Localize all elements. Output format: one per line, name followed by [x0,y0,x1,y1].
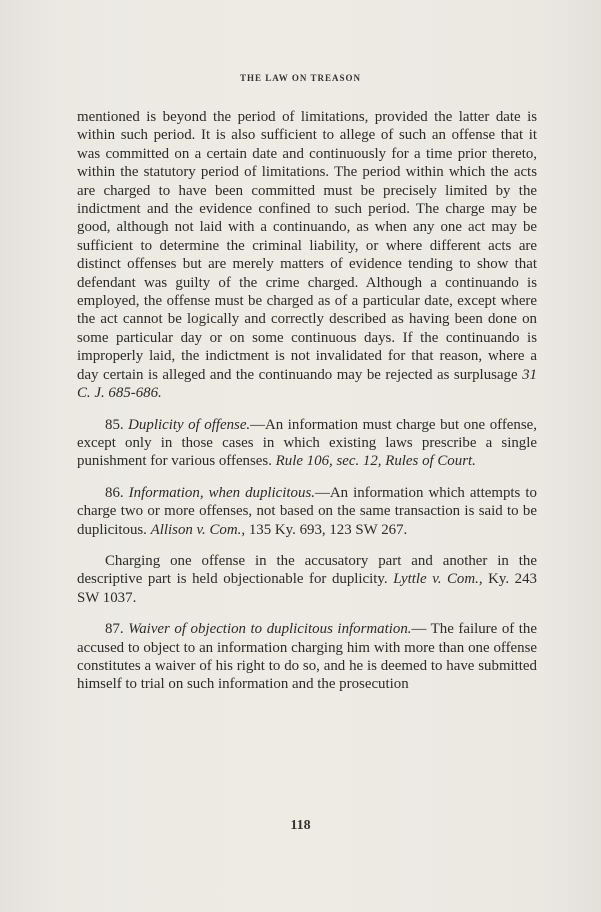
paragraph-text: Charging one offense in the accusatory part and another in the descriptive part is held objectionable for duplicity. [77,552,537,588]
section-heading: Duplicity of offense. [128,416,251,433]
citation: 31 C. J. 685-686. [77,366,537,402]
section-86 [77,484,537,539]
section-number: 87. [105,621,124,638]
section-heading: Information, when duplicitous. [128,484,315,501]
citation: Rule 106, sec. 12, Rules of Court. [275,453,476,470]
running-head: THE LAW ON TREASON [240,73,361,83]
paragraph-text: —An information which attempts to charge two or more offenses, not based on the same transaction is said to be duplicitous. [77,484,537,538]
page-number: 118 [290,818,311,833]
section-heading: Waiver of objection to duplicitous information. [128,621,412,638]
citation-case-name: Lyttle v. Com., [393,571,483,588]
paragraph-text: — The failure of the accused to object to an information charging him with more than one offense constitutes a waiver of his right to do so, and he is deemed to have submitted himself to trial on such information and the prosecution [77,621,537,693]
paragraph-duplicity-note [77,552,537,607]
section-number: 86. [105,484,124,501]
section-number: 85. [105,416,124,433]
body-text [77,108,537,694]
paragraph-text: —An information must charge but one offense, except only in those cases in which existing laws prescribe a single punishment for various offenses. [77,416,537,470]
section-87 [77,620,537,694]
citation-reporter: 135 Ky. 693, 123 SW 267. [248,521,408,538]
paragraph-text: mentioned is beyond the period of limitations, provided the latter date is within such period. It is also sufficient to allege of such an offense that it was committed on a certain date and continuously for a time prior thereto, within the statutory period of limitations. The period within which the acts are charged to have been committed must be precisely limited by the indictment and the evidence confined to such period. The charge may be good, although not laid with a continuando, as when any one act may be sufficient to determine the criminal liability, or where different acts are distinct offenses but are merely matters of evidence tending to show that defendant was guilty of the crime charged. Although a continuando is employed, the offense must be charged as of a particular date, except where the act cannot be logically and correctly described as having been done on some particular day or on some continuous days. If the continuando is improperly laid, the indictment is not invalidated for that reason, where a day certain is alleged and the continuando may be rejected as surplusage [77,109,537,383]
citation-reporter: Ky. 243 SW 1037. [77,571,537,606]
citation-case-name: Allison v. Com., [150,521,246,538]
paragraph-continuation [77,108,537,403]
section-85 [77,416,537,471]
